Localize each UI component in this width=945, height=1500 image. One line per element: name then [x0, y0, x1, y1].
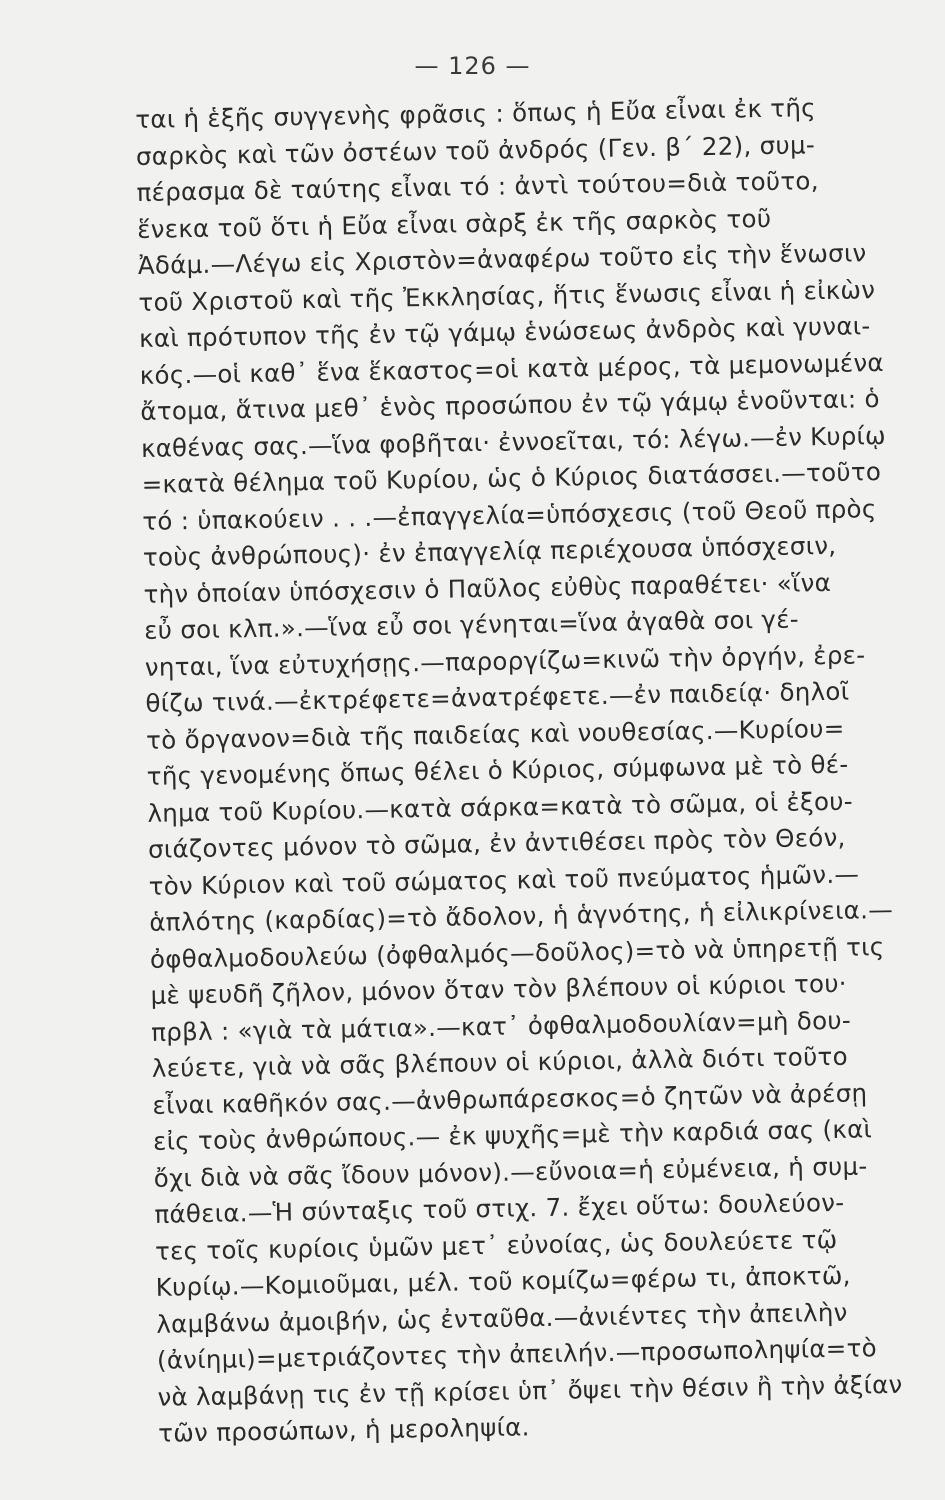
text-line: τες τοῖς κυρίοις ὑμῶν μετ᾿ εὐνοίας, ὡς δουλεύετε τῷ: [154, 1224, 838, 1266]
page-number: — 126 —: [414, 52, 531, 80]
text-line: Κυρίῳ.—Κομιοῦμαι, μέλ. τοῦ κομίζω=φέρω τι, ἀποκτῶ,: [155, 1260, 851, 1302]
text-line: θίζω τινά.—ἐκτρέφετε=ἀνατρέφετε.—ἐν παιδείᾳ· δηλοῖ: [145, 676, 850, 718]
text-line: λαμβάνω ἀμοιβήν, ὡς ἐνταῦθα.—ἀνιέντες τὴν ἀπειλὴν: [156, 1297, 848, 1339]
text-line: νὰ λαμβάνῃ τις ἐν τῇ κρίσει ὑπ᾿ ὄψει τὴν θέσιν ἢ τὴν ἀξίαν: [157, 1369, 903, 1412]
text-line: κός.—οἱ καθ᾿ ἕνα ἕκαστος=οἱ κατὰ μέρος, τὰ μεμονωμένα: [139, 347, 885, 390]
text-line: ἁπλότης (καρδίας)=τὸ ἄδολον, ἡ ἁγνότης, ἡ εἰλικρίνεια.—: [149, 894, 894, 937]
text-line: τὴν ὁποίαν ὑπόσχεσιν ὁ Παῦλος εὐθὺς παραθέτει· «ἵνα: [143, 567, 832, 609]
text-line: ἄτομα, ἅτινα μεθ᾿ ἑνὸς προσώπου ἐν τῷ γάμῳ ἑνοῦνται: ὁ: [140, 384, 881, 426]
text-line: εἰς τοὺς ἀνθρώπους.— ἐκ ψυχῆς=μὲ τὴν καρδιά σας (καὶ: [152, 1114, 873, 1156]
text-line: εἶναι καθῆκόν σας.—ἀνθρωπάρεσκος=ὁ ζητῶν νὰ ἀρέσῃ: [152, 1077, 868, 1120]
text-line: τοῦ Χριστοῦ καὶ τῆς Ἐκκλησίας, ἥτις ἕνωσις εἶναι ἡ εἰκὼν: [138, 274, 876, 317]
text-line: λημα τοῦ Κυρίου.—κατὰ σάρκα=κατὰ τὸ σῶμα, οἱ ἐξου-: [147, 786, 854, 828]
text-line: πέρασμα δὲ ταύτης εἶναι τό : ἀντὶ τούτου=διὰ τοῦτο,: [136, 166, 820, 207]
text-line: Ἀδάμ.—Λέγω εἰς Χριστὸν=ἀναφέρω τοῦτο εἰς τὴν ἕνωσιν: [137, 238, 867, 280]
text-line: πρβλ : «γιὰ τὰ μάτια».—κατ᾿ ὀφθαλμοδουλίαν=μὴ δου-: [150, 1005, 852, 1047]
text-line: λεύετε, γιὰ νὰ σᾶς βλέπουν οἱ κύριοι, ἀλλὰ διότι τοῦτο: [151, 1041, 849, 1083]
text-line: μὲ ψευδῆ ζῆλον, μόνον ὅταν τὸν βλέπουν οἱ κύριοι του·: [150, 968, 848, 1010]
text-line: καὶ πρότυπον τῆς ἐν τῷ γάμῳ ἑνώσεως ἀνδρὸς καὶ γυναι-: [138, 311, 871, 353]
text-line: τὸν Κύριον καὶ τοῦ σώματος καὶ τοῦ πνεύματος ἡμῶν.—: [148, 858, 860, 901]
text-line: ἕνεκα τοῦ ὅτι ἡ Εὔα εἶναι σὰρξ ἐκ τῆς σαρκὸς τοῦ: [136, 203, 772, 244]
text-line: ὀφθαλμοδουλεύω (ὀφθαλμός—δοῦλος)=τὸ νὰ ὑπηρετῇ τις: [149, 931, 885, 974]
text-line: τὸ ὄργανον=διὰ τῆς παιδείας καὶ νουθεσίας.—Κυρίου=: [145, 713, 845, 755]
text-line: καθένας σας.—ἵνα φοβῆται· ἐννοεῖται, τό: λέγω.—ἐν Κυρίῳ: [140, 420, 886, 463]
body-text: [135, 89, 903, 1452]
text-line: εὖ σοι κλπ.».—ἵνα εὖ σοι γένηται=ἵνα ἀγαθὰ σοι γέ-: [143, 604, 800, 645]
text-line: τῶν προσώπων, ἡ μεροληψία.: [157, 1412, 530, 1448]
text-line: πάθεια.—Ἡ σύνταξις τοῦ στιχ. 7. ἔχει οὕτω: δουλεύον-: [154, 1187, 845, 1229]
text-line: σιάζοντες μόνον τὸ σῶμα, ἐν ἀντιθέσει πρὸς τὸν Θεόν,: [147, 822, 846, 864]
text-line: τοὺς ἀνθρώπους)· ἐν ἐπαγγελίᾳ περιέχουσα ὑπόσχεσιν,: [142, 530, 837, 572]
text-line: τῆς γενομένης ὅπως θέλει ὁ Κύριος, σύμφωνα μὲ τὸ θέ-: [146, 749, 849, 791]
text-line: σαρκὸς καὶ τῶν ὀστέων τοῦ ἀνδρός (Γεν. β΄ 22), συμ-: [135, 129, 816, 171]
text-line: (ἀνίημι)=μετριάζοντες τὴν ἀπειλήν.—προσωποληψία=τὸ: [156, 1333, 878, 1375]
text-line: νηται, ἵνα εὐτυχήσῃς.—παροργίζω=κινῶ τὴν ὀργήν, ἐρε-: [144, 639, 866, 682]
text-line: =κατὰ θέλημα τοῦ Κυρίου, ὡς ὁ Κύριος διατάσσει.—τοῦτο: [141, 457, 882, 499]
text-line: ὄχι διὰ νὰ σᾶς ἴδουν μόνον).—εὔνοια=ἡ εὐμένεια, ἡ συμ-: [153, 1150, 868, 1193]
text-line: τό : ὑπακούειν . . .—ἐπαγγελία=ὑπόσχεσις (τοῦ Θεοῦ πρὸς: [142, 493, 877, 536]
text-line: ται ἡ ἑξῆς συγγενὴς φρᾶσις : ὅπως ἡ Εὔα εἶναι ἐκ τῆς: [135, 93, 817, 134]
